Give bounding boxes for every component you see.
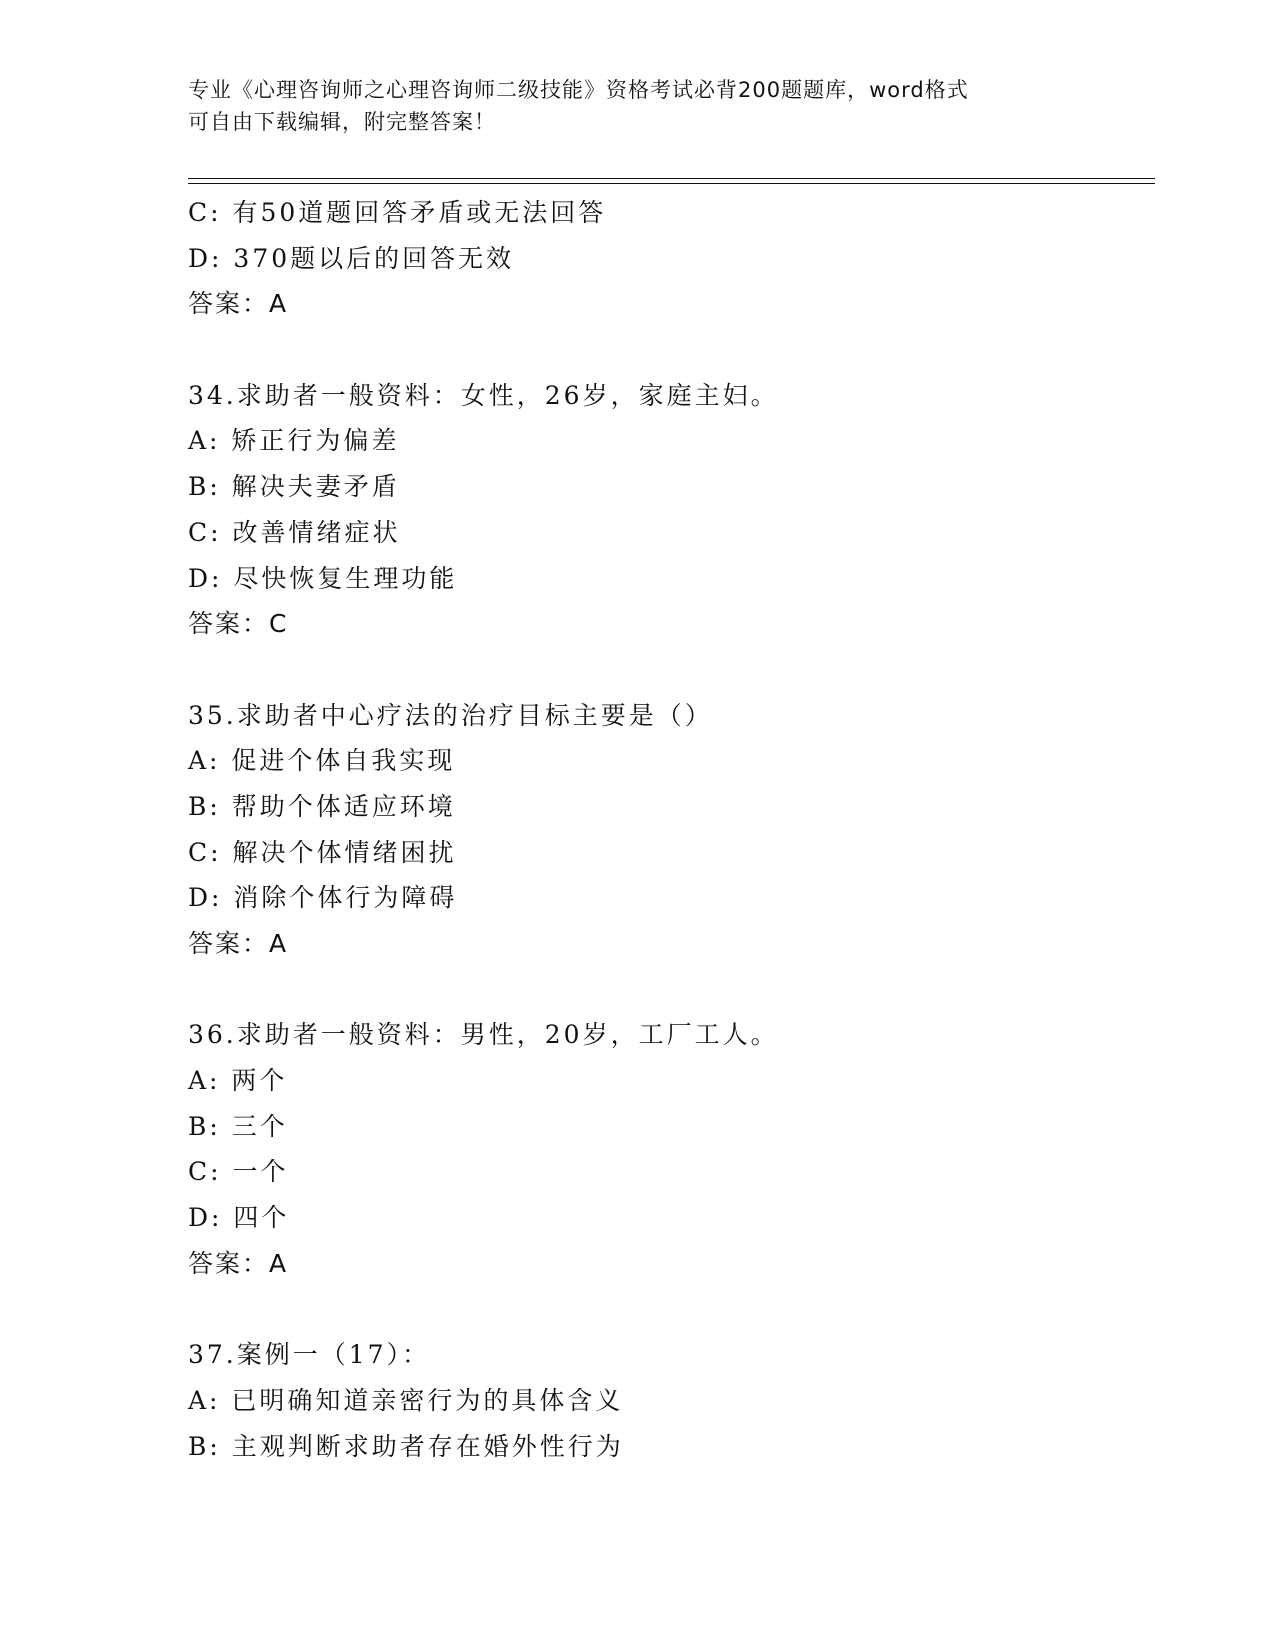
option-a: A: 矫正行为偏差 bbox=[188, 426, 400, 456]
option-d: D: 尽快恢复生理功能 bbox=[188, 563, 458, 593]
option-d: D: 370题以后的回答无效 bbox=[188, 243, 515, 273]
option-b: B: 帮助个体适应环境 bbox=[188, 791, 456, 821]
option-a: A: 促进个体自我实现 bbox=[188, 746, 456, 776]
header-line-2: 可自由下载编辑，附完整答案！ bbox=[188, 110, 496, 134]
document-header bbox=[188, 74, 1088, 138]
spacer bbox=[188, 327, 1148, 373]
question-list bbox=[188, 190, 1148, 1469]
spacer bbox=[188, 967, 1148, 1013]
option-c: C: 有50道题回答矛盾或无法回答 bbox=[188, 198, 607, 227]
question-text: 36.求助者一般资料：男性，20岁，工厂工人。 bbox=[188, 1020, 779, 1050]
answer-line: 答案：A bbox=[188, 289, 289, 319]
option-a: A: 两个 bbox=[188, 1066, 288, 1096]
option-d: D: 消除个体行为障碍 bbox=[188, 883, 458, 913]
spacer bbox=[188, 647, 1148, 693]
header-divider-bottom bbox=[188, 183, 1155, 184]
question-text: 35.求助者中心疗法的治疗目标主要是（） bbox=[188, 700, 713, 730]
answer-line: 答案：A bbox=[188, 1248, 289, 1278]
spacer bbox=[188, 1287, 1148, 1333]
question-block-36 bbox=[188, 1012, 1148, 1286]
option-d: D: 四个 bbox=[188, 1203, 290, 1233]
header-line-1: 专业《心理咨询师之心理咨询师二级技能》资格考试必背200题题库，word格式 bbox=[188, 78, 969, 102]
answer-line: 答案：C bbox=[188, 609, 289, 639]
option-b: B: 三个 bbox=[188, 1111, 288, 1141]
option-c: C: 改善情绪症状 bbox=[188, 517, 401, 547]
question-block-37 bbox=[188, 1332, 1148, 1469]
question-block-35 bbox=[188, 693, 1148, 967]
question-block-34 bbox=[188, 373, 1148, 647]
option-b: B: 主观判断求助者存在婚外性行为 bbox=[188, 1431, 624, 1461]
header-divider-top bbox=[188, 178, 1155, 179]
question-text: 37.案例一（17）： bbox=[188, 1340, 431, 1370]
option-c: C: 解决个体情绪困扰 bbox=[188, 837, 457, 867]
answer-line: 答案：A bbox=[188, 929, 289, 958]
option-c: C: 一个 bbox=[188, 1157, 289, 1187]
option-a: A: 已明确知道亲密行为的具体含义 bbox=[188, 1385, 624, 1415]
question-block-33 bbox=[188, 190, 1148, 327]
option-b: B: 解决夫妻矛盾 bbox=[188, 472, 400, 502]
question-text: 34.求助者一般资料：女性，26岁，家庭主妇。 bbox=[188, 380, 779, 410]
